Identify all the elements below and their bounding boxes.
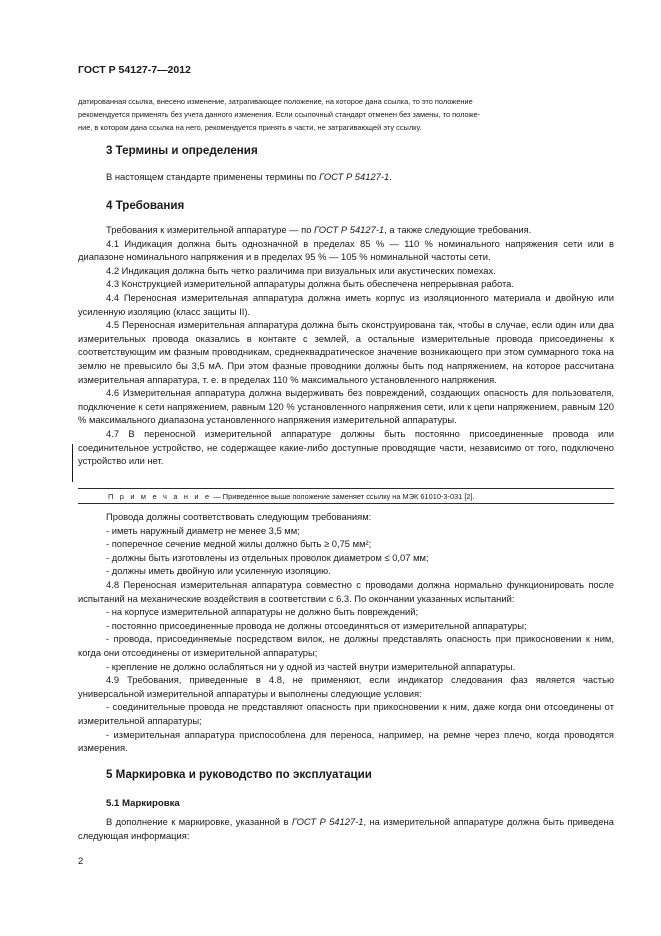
section-4-heading: 4 Требования	[106, 199, 185, 212]
list-item: - соединительные провода не представляют опасность при прикосновении к ним, даже когда они отсоединены от измерительной аппаратуры;	[78, 701, 614, 726]
section-3-heading: 3 Термины и определения	[106, 144, 258, 157]
clause-4-7: 4.7 В переносной измерительной аппаратуре должны быть постоянно присоединенные провода или соединительное устройство, не содержащее какие-либо доступные проводящие части, независимо от того, подключено устройство или нет.	[78, 427, 614, 467]
wires-intro: Провода должны соответствовать следующим требованиям:	[106, 511, 372, 522]
intro-line: рекомендуется применять без учета данного изменения. Если ссылочный стандарт отменен без замены, то положе-	[78, 110, 481, 119]
clause-4-3: 4.3 Конструкцией измерительной аппаратуры должна быть обеспечена непрерывная работа.	[106, 278, 514, 290]
list-item: - должны иметь двойную или усиленную изоляцию.	[106, 565, 331, 577]
change-bar	[72, 444, 73, 482]
intro-continuation	[78, 95, 614, 134]
section-5-heading: 5 Маркировка и руководство по эксплуатации	[106, 768, 372, 781]
note-label: П р и м е ч а н и е	[108, 492, 212, 501]
standard-reference: ГОСТ Р 54127-1	[319, 171, 390, 182]
clause-4-6: 4.6 Измерительная аппаратура должна выдерживать без повреждений, создающих опасность для пользователя, подключение к сети напряжением, равным 120 % установленного напряжения сети, или к цепи напряжением, равным 120 % максимального диапазона установленного напряжения измерительной аппаратуры.	[78, 387, 614, 426]
intro-line: датированная ссылка, внесено изменение, затрагивающее положение, на которое дана ссылка, то это положение	[78, 97, 473, 106]
clause-4-8: 4.8 Переносная измерительная аппаратура совместно с проводами должна нормально функционировать после испытаний на механические воздействия в соответствии с 6.3. По окончании указанных испытаний:	[78, 578, 614, 604]
list-item: - на корпусе измерительной аппаратуры не должно быть повреждений;	[106, 606, 419, 618]
clause-4-2: 4.2 Индикация должна быть четко различима при визуальных или акустических помехах.	[106, 264, 496, 276]
clause-4-9: 4.9 Требования, приведенные в 4.8, не применяют, если индикатор следования фаз является частью универсальной измерительной аппаратуры и выполнены следующие условия:	[78, 674, 614, 699]
list-item: - поперечное сечение медной жилы должно быть ≥ 0,75 мм²;	[106, 538, 372, 550]
list-item: - провода, присоединяемые посредством вилок, не должны представлять опасность при прикосновении к ним, когда они отсоединены от измерительной аппаратуры;	[78, 633, 614, 658]
list-item: - должны быть изготовлены из отдельных проволок диаметром ≤ 0,07 мм;	[106, 551, 429, 563]
section-4-intro: Требования к измерительной аппаратуре — по ГОСТ Р 54127-1, а также следующие требования.	[106, 224, 532, 235]
clause-4-5: 4.5 Переносная измерительная аппаратура должна быть сконструирована так, чтобы в случае, если один или два измерительных провода оказались в контакте с землей, а остальные измерительные провода присоединены к соответствующим им фазным проводникам, среднеквадратическое значение возникающего при этом суммарного тока на землю не превысило бы 3,5 мА. При этом фазные проводники должны быть под напряжением, на которое рассчитана измерительная аппаратура, т. е. в пределах 110 % максимального установленного напряжения.	[78, 319, 614, 385]
note-box	[78, 488, 614, 504]
standard-reference: ГОСТ Р 54127-1	[314, 224, 385, 235]
list-item: - иметь наружный диаметр не менее 3,5 мм;	[106, 524, 300, 536]
standard-reference: ГОСТ Р 54127-1	[291, 816, 364, 827]
section-4-continued	[78, 510, 614, 755]
note-text: — Приведенное выше положение заменяет ссылку на МЭК 61010-3-031 [2].	[211, 492, 475, 501]
section-4-body	[78, 223, 614, 468]
page-number: 2	[78, 855, 84, 866]
subsection-5-1-heading: 5.1 Маркировка	[106, 798, 180, 809]
section-3-text: В настоящем стандарте применены термины по ГОСТ Р 54127-1.	[106, 171, 392, 182]
list-item: - измерительная аппаратура приспособлена для переноса, например, на ремне через плечо, когда проводятся измерения.	[78, 728, 614, 754]
clause-4-1: 4.1 Индикация должна быть однозначной в пределах 85 % — 110 % номинального напряжения сети или в диапазоне номинального напряжения и в пределах 95 % — 105 % номинальной частоты сети.	[78, 237, 614, 263]
list-item: - крепление не должно ослабляться ни у одной из частей внутри измерительной аппаратуры.	[106, 660, 516, 672]
clause-4-4: 4.4 Переносная измерительная аппаратура должна иметь корпус из изоляционного материала и двойную или усиленную изоляцию (класс защиты II).	[78, 291, 614, 317]
list-item: - постоянно присоединенные провода не должны отсоединяться от измерительной аппаратуры;	[106, 619, 527, 631]
intro-line: ние, в котором дана ссылка на него, рекомендуется принять в части, не затрагивающей эту ссылку.	[78, 123, 422, 132]
document-header: ГОСТ Р 54127-7—2012	[78, 64, 191, 76]
subsection-5-1-text: В дополнение к маркировке, указанной в ГОСТ Р 54127-1, на измерительной аппаратуре должна быть приведена следующая информация:	[78, 816, 614, 841]
